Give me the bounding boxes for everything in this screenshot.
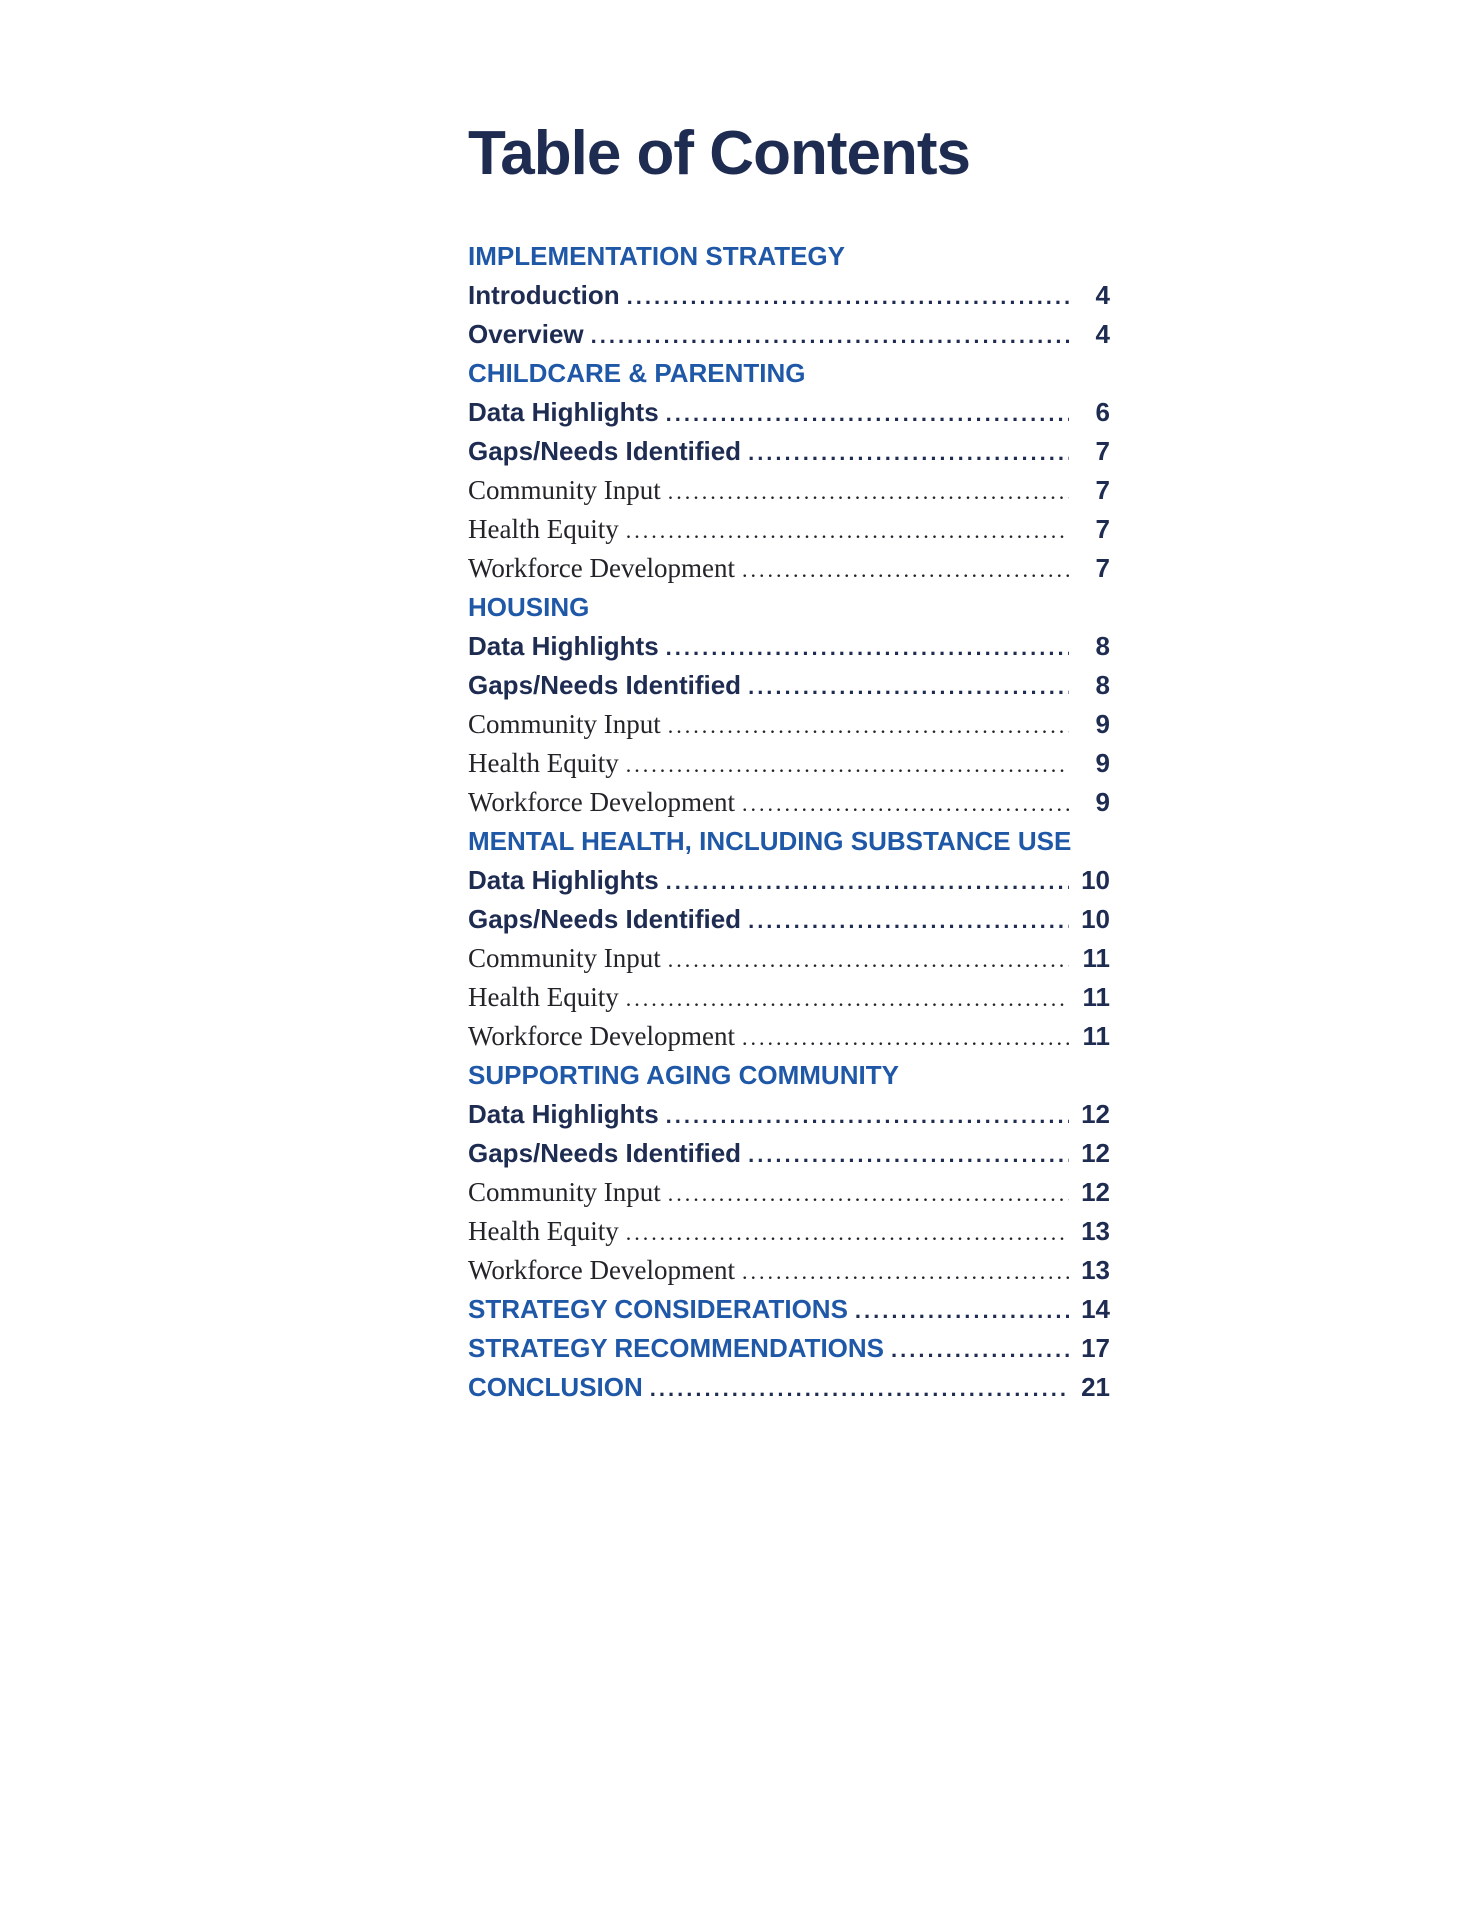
toc-entry-label: Health Equity [468, 982, 619, 1012]
toc-entry-page: 12 [1081, 1138, 1110, 1168]
leader-dots [668, 713, 1069, 739]
toc-entry[interactable] [468, 1099, 1110, 1138]
toc-entry[interactable] [468, 1372, 1110, 1411]
toc-entry-page: 4 [1095, 280, 1110, 310]
leader-dots [626, 518, 1069, 544]
toc-page [468, 118, 1110, 1411]
toc-entry-page: 12 [1081, 1099, 1110, 1129]
toc-entry-label: STRATEGY RECOMMENDATIONS [468, 1333, 885, 1363]
leader-dots [742, 1025, 1069, 1051]
toc-entry-page: 21 [1081, 1372, 1110, 1402]
toc-entry-page: 11 [1082, 943, 1110, 973]
toc-entry[interactable] [468, 904, 1110, 943]
leader-dots [668, 479, 1069, 505]
toc-entry[interactable] [468, 1216, 1110, 1255]
toc-entry-page: 9 [1095, 709, 1110, 739]
leader-dots [742, 1259, 1069, 1285]
toc-entry-label: Community Input [468, 709, 661, 739]
leader-dots [626, 986, 1069, 1012]
toc-entry-label: Workforce Development [468, 787, 735, 817]
toc-entry-label: Data Highlights [468, 1099, 659, 1129]
toc-entry-page: 7 [1095, 436, 1110, 466]
toc-entry-label: HOUSING [468, 592, 590, 622]
toc-entry[interactable] [468, 436, 1110, 475]
leader-dots [591, 323, 1069, 349]
toc-entry-label: Data Highlights [468, 631, 659, 661]
toc-entry-page: 4 [1095, 319, 1110, 349]
toc-entry-label: Community Input [468, 943, 661, 973]
toc-entry[interactable] [468, 982, 1110, 1021]
leader-dots [666, 869, 1069, 895]
toc-entry[interactable] [468, 1255, 1110, 1294]
toc-entry-label: Overview [468, 319, 584, 349]
leader-dots [748, 440, 1069, 466]
toc-entry[interactable] [468, 787, 1110, 826]
toc-entry[interactable] [468, 553, 1110, 592]
toc-entry-label: Gaps/Needs Identified [468, 436, 742, 466]
leader-dots [748, 674, 1069, 700]
toc-entry[interactable] [468, 358, 1110, 397]
toc-entry[interactable] [468, 1177, 1110, 1216]
toc-entry-page: 12 [1081, 1177, 1110, 1207]
toc-entry-page: 7 [1095, 475, 1110, 505]
toc-entry-page: 10 [1081, 865, 1110, 895]
toc-entry-page: 8 [1095, 670, 1110, 700]
toc-entry-page: 14 [1081, 1294, 1110, 1324]
toc-entry-label: CHILDCARE & PARENTING [468, 358, 806, 388]
toc-entry-label: Data Highlights [468, 397, 659, 427]
leader-dots [891, 1337, 1069, 1363]
toc-list [468, 241, 1110, 1411]
toc-entry[interactable] [468, 241, 1110, 280]
leader-dots [742, 791, 1069, 817]
toc-entry-label: STRATEGY CONSIDERATIONS [468, 1294, 848, 1324]
toc-entry-page: 7 [1095, 514, 1110, 544]
toc-entry-page: 17 [1081, 1333, 1110, 1363]
page-title: Table of Contents [468, 119, 970, 188]
toc-entry[interactable] [468, 670, 1110, 709]
toc-entry-label: Health Equity [468, 748, 619, 778]
toc-entry-label: MENTAL HEALTH, INCLUDING SUBSTANCE USE [468, 826, 1072, 856]
toc-entry-label: Gaps/Needs Identified [468, 670, 742, 700]
toc-entry[interactable] [468, 1333, 1110, 1372]
toc-entry-page: 11 [1082, 982, 1110, 1012]
leader-dots [855, 1298, 1069, 1324]
leader-dots [748, 1142, 1069, 1168]
leader-dots [626, 1220, 1069, 1246]
toc-entry[interactable] [468, 1060, 1110, 1099]
toc-entry-label: Data Highlights [468, 865, 659, 895]
toc-entry-page: 9 [1095, 787, 1110, 817]
toc-entry-page: 13 [1081, 1255, 1110, 1285]
leader-dots [666, 635, 1069, 661]
leader-dots [668, 1181, 1069, 1207]
toc-entry[interactable] [468, 748, 1110, 787]
toc-entry[interactable] [468, 1021, 1110, 1060]
leader-dots [650, 1376, 1069, 1402]
toc-entry[interactable] [468, 280, 1110, 319]
toc-entry-page: 13 [1081, 1216, 1110, 1246]
toc-entry-page: 6 [1095, 397, 1110, 427]
leader-dots [742, 557, 1069, 583]
toc-entry[interactable] [468, 826, 1110, 865]
toc-entry-label: Health Equity [468, 1216, 619, 1246]
leader-dots [666, 1103, 1069, 1129]
leader-dots [666, 401, 1069, 427]
toc-entry-label: Community Input [468, 475, 661, 505]
toc-entry-page: 7 [1095, 553, 1110, 583]
toc-entry[interactable] [468, 1294, 1110, 1333]
toc-entry-page: 11 [1082, 1021, 1110, 1051]
toc-entry-label: SUPPORTING AGING COMMUNITY [468, 1060, 899, 1090]
toc-entry-label: Health Equity [468, 514, 619, 544]
toc-entry[interactable] [468, 319, 1110, 358]
toc-entry[interactable] [468, 1138, 1110, 1177]
leader-dots [627, 284, 1069, 310]
toc-entry-label: Workforce Development [468, 1255, 735, 1285]
toc-entry[interactable] [468, 592, 1110, 631]
toc-entry-label: Introduction [468, 280, 620, 310]
toc-entry[interactable] [468, 514, 1110, 553]
toc-entry[interactable] [468, 475, 1110, 514]
toc-entry-label: Gaps/Needs Identified [468, 904, 742, 934]
toc-entry[interactable] [468, 865, 1110, 904]
leader-dots [626, 752, 1069, 778]
toc-entry-label: Workforce Development [468, 553, 735, 583]
leader-dots [748, 908, 1069, 934]
toc-entry-page: 10 [1081, 904, 1110, 934]
toc-entry-label: IMPLEMENTATION STRATEGY [468, 241, 845, 271]
toc-entry[interactable] [468, 397, 1110, 436]
toc-entry-label: Gaps/Needs Identified [468, 1138, 742, 1168]
toc-entry[interactable] [468, 709, 1110, 748]
toc-entry-label: CONCLUSION [468, 1372, 643, 1402]
toc-entry-page: 9 [1095, 748, 1110, 778]
toc-entry-page: 8 [1095, 631, 1110, 661]
toc-entry[interactable] [468, 943, 1110, 982]
toc-entry[interactable] [468, 631, 1110, 670]
leader-dots [668, 947, 1069, 973]
toc-entry-label: Community Input [468, 1177, 661, 1207]
toc-entry-label: Workforce Development [468, 1021, 735, 1051]
